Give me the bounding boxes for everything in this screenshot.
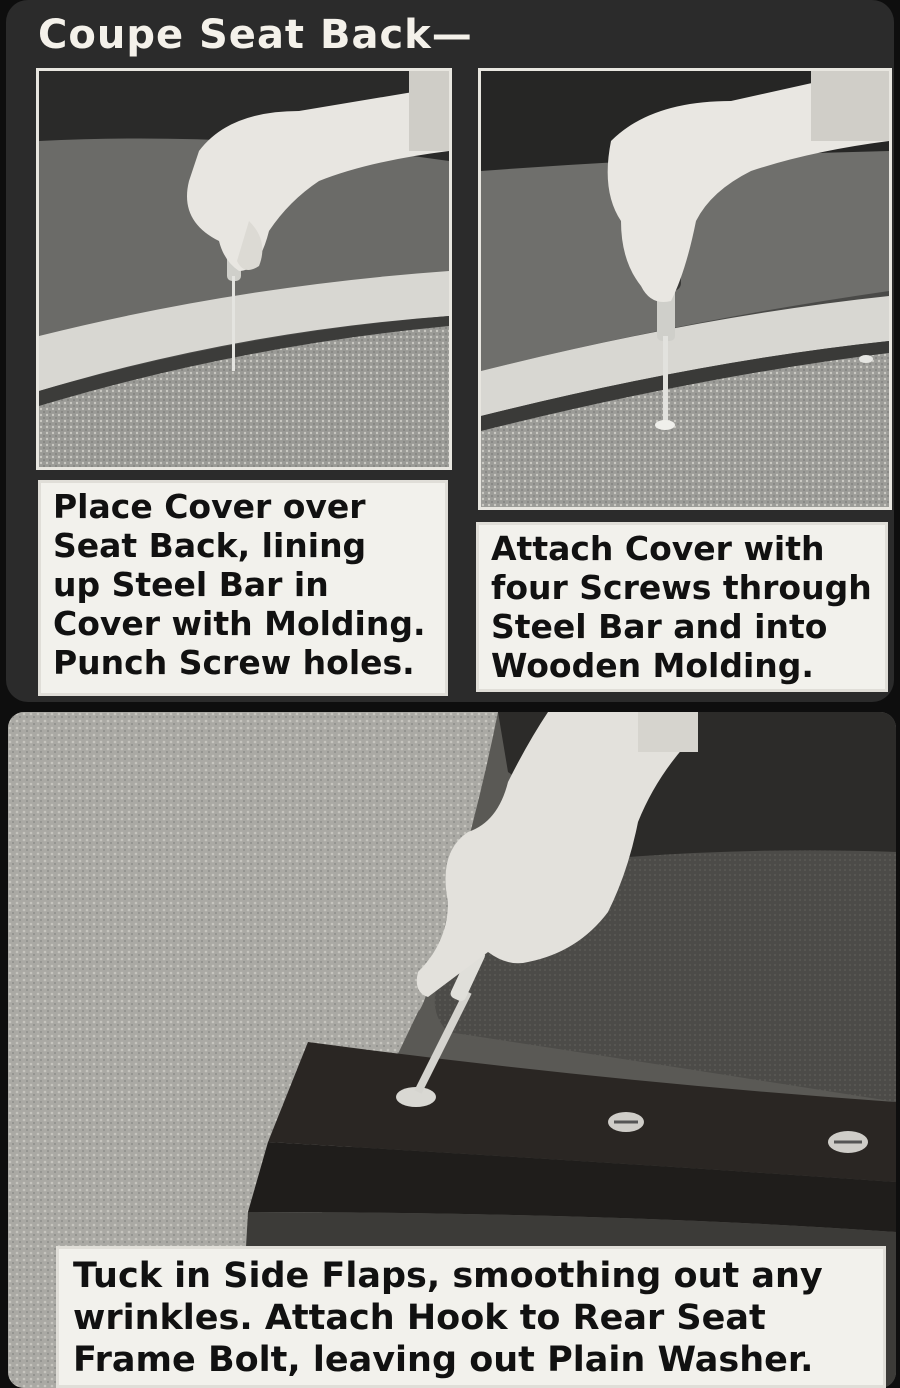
step1-photo — [36, 68, 452, 470]
step1-caption: Place Cover over Seat Back, lining up Steel Bar in Cover with Molding. Punch Screw holes. — [38, 480, 448, 696]
page-title: Coupe Seat Back— — [38, 12, 473, 58]
step2-caption: Attach Cover with four Screws through Steel Bar and into Wooden Molding. — [476, 522, 888, 692]
step2-photo — [478, 68, 892, 510]
step3-caption: Tuck in Side Flaps, smoothing out any wrinkles. Attach Hook to Rear Seat Frame Bolt, leaving out Plain Washer. — [56, 1246, 886, 1388]
